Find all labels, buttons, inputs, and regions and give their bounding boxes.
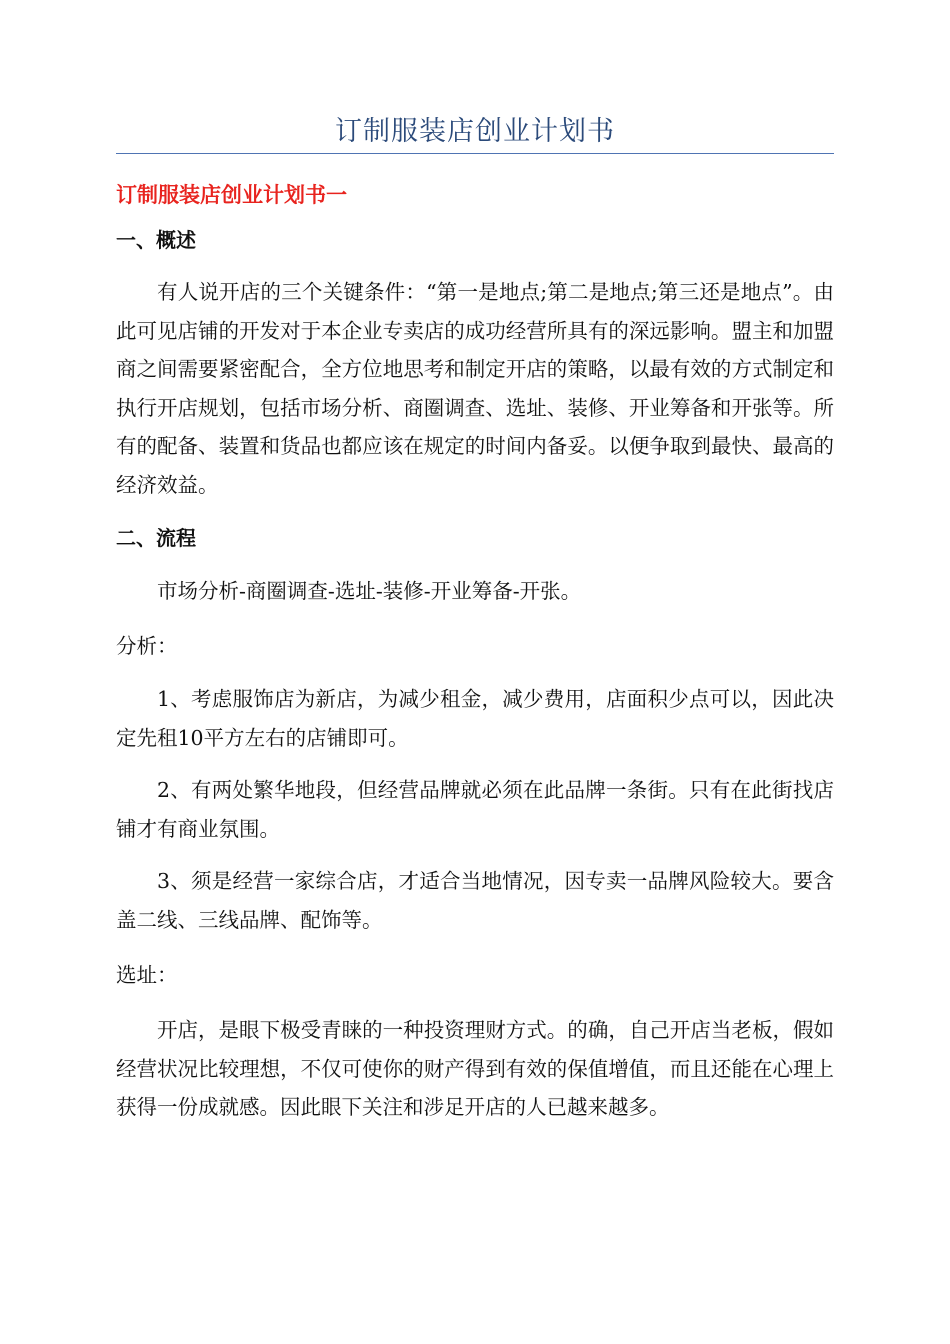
analysis-item-2: 2、有两处繁华地段，但经营品牌就必须在此品牌一条街。只有在此街找店铺才有商业氛围。 (116, 778, 834, 841)
heading-process: 二、流程 (116, 526, 196, 550)
site-label: 选址： (116, 963, 178, 987)
analysis-label: 分析： (116, 634, 178, 658)
document-title: 订制服装店创业计划书 (335, 116, 615, 147)
heading-overview: 一、概述 (116, 228, 196, 252)
overview-paragraph: 有人说开店的三个关键条件：“第一是地点;第二是地点;第三还是地点”。由此可见店铺的开发对于本企业专卖店的成功经营所具有的深远影响。盟主和加盟商之间需要紧密配合，全方位地思考和制定开店的策略，以最有效的方式制定和执行开店规划，包括市场分析、商圈调查、选址、装修、开业筹备和开张等。所有的配备、装置和货品也都应该在规定的时间内备妥。以便争取到最快、最高的经济效益。 (116, 280, 834, 497)
process-paragraph: 市场分析-商圈调查-选址-装修-开业筹备-开张。 (157, 579, 582, 603)
section-title: 订制服装店创业计划书一 (116, 183, 347, 207)
analysis-item-3: 3、须是经营一家综合店，才适合当地情况，因专卖一品牌风险较大。要含盖二线、三线品牌、配饰等。 (116, 869, 834, 932)
site-paragraph: 开店，是眼下极受青睐的一种投资理财方式。的确，自己开店当老板，假如经营状况比较理想，不仅可使你的财产得到有效的保值增值，而且还能在心理上获得一份成就感。因此眼下关注和涉足开店的人已越来越多。 (116, 1018, 834, 1120)
document-page (116, 0, 834, 1344)
title-underline (116, 153, 834, 154)
analysis-item-1: 1、考虑服饰店为新店，为减少租金，减少费用，店面积少点可以，因此决定先租10平方左右的店铺即可。 (116, 687, 834, 750)
